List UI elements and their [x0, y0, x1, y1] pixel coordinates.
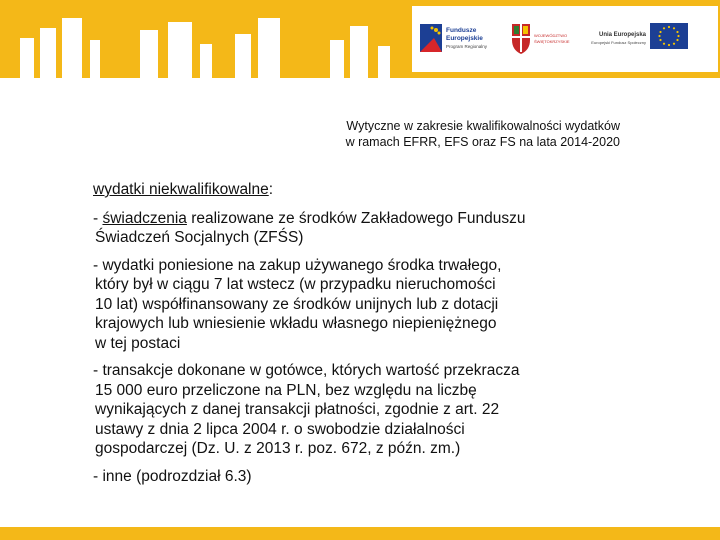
item-prefix: - — [93, 209, 103, 227]
item-line: gospodarczej (Dz. U. z 2013 r. poz. 672, z późn. zm.) — [95, 440, 461, 457]
fundusze-europejskie-logo — [420, 24, 488, 52]
list-item — [93, 361, 623, 459]
item-line — [93, 209, 623, 229]
fe-line3: Program Regionalny — [446, 44, 488, 49]
item-line-rest: realizowane ze środków Zakładowego Funduszu — [186, 209, 526, 227]
logos-svg — [412, 6, 718, 72]
item-line: ustawy z dnia 2 lipca 2004 r. o swobodzie działalności — [95, 420, 465, 438]
ue-line2: Europejski Fundusz Społeczny — [591, 40, 646, 45]
decor-block — [20, 38, 34, 78]
subtitle-line2: w ramach EFRR, EFS oraz FS na lata 2014-2020 — [345, 135, 620, 149]
item-line: Świadczeń Socjalnych (ZFŚS) — [95, 229, 304, 246]
decor-block — [258, 18, 280, 78]
item-line: - inne (podrozdział 6.3) — [93, 467, 252, 485]
subtitle-line1: Wytyczne w zakresie kwalifikowalności wydatków — [346, 119, 620, 133]
ue-line1: Unia Europejska — [598, 32, 646, 38]
item-line: 15 000 euro przeliczone na PLN, bez względu na liczbę — [95, 381, 477, 399]
decor-block — [200, 44, 212, 78]
eu-flag-icon — [650, 23, 688, 49]
decor-block — [330, 40, 344, 78]
heading-colon: : — [268, 181, 274, 198]
item-line: w tej postaci — [95, 334, 181, 352]
item-line: krajowych lub wniesienie wkładu własnego niepieniężnego — [95, 315, 497, 332]
decor-block — [235, 34, 251, 78]
item-line: wynikających z danej transakcji płatności, zgodnie z art. 22 — [95, 401, 500, 418]
list-item — [93, 467, 623, 487]
item-underlined-term: świadczenia — [102, 209, 187, 227]
item-line: który był w ciągu 7 lat wstecz (w przypadku nieruchomości — [95, 276, 496, 293]
fe-line2: Europejskie — [446, 35, 483, 42]
woj-line1: WOJEWÓDZTWO — [534, 33, 568, 38]
footer-band — [0, 527, 720, 540]
logo-bar — [412, 6, 718, 72]
item-line: 10 lat) współfinansowany ze środków unijnych lub z dotacji — [95, 295, 499, 313]
decor-block — [168, 22, 192, 78]
main-content — [93, 180, 623, 494]
item-line: - wydatki poniesione na zakup używanego środka trwałego, — [93, 256, 502, 274]
item-line: - transakcje dokonane w gotówce, których wartość przekracza — [93, 362, 520, 379]
section-heading — [93, 180, 623, 200]
list-item — [93, 209, 623, 248]
woj-line2: ŚWIĘTOKRZYSKIE — [534, 39, 570, 44]
decor-block — [350, 26, 368, 78]
coat-of-arms-icon — [512, 24, 530, 54]
heading-text: wydatki niekwalifikowalne — [93, 181, 269, 198]
decor-block — [378, 46, 390, 78]
decor-block — [40, 28, 56, 78]
fe-line1: Fundusze — [446, 27, 477, 34]
document-subtitle — [240, 118, 620, 150]
list-item — [93, 256, 623, 354]
decor-block — [90, 40, 100, 78]
decor-block — [62, 18, 82, 78]
decor-block — [140, 30, 158, 78]
